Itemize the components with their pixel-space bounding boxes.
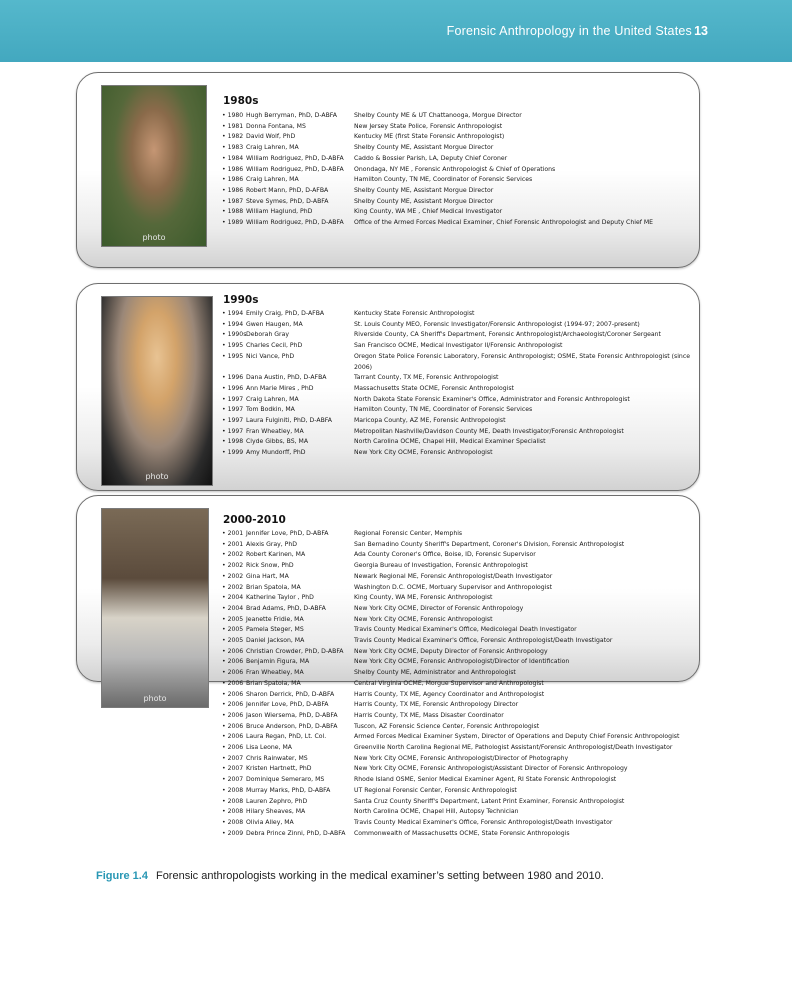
entry-year: • 2007 (222, 775, 246, 786)
entry-year: • 1981 (222, 122, 246, 133)
entry-name: William Rodriguez, PhD, D-ABFA (246, 154, 344, 162)
entry-name: William Haglund, PhD (246, 208, 313, 216)
entry-name: Jason Wiersema, PhD, D-ABFA (246, 711, 338, 719)
entry-year: • 2009 (222, 829, 246, 840)
list-item (222, 764, 691, 775)
entry-name: Rick Snow, PhD (246, 562, 294, 570)
list-item (222, 416, 691, 427)
entry-year: • 2008 (222, 807, 246, 818)
list-item (222, 829, 691, 840)
list-item (222, 309, 691, 320)
entry-year: • 1986 (222, 175, 246, 186)
list-item (222, 405, 691, 416)
entry-position: Riverside County, CA Sheriff's Department, Forensic Anthropologist/Archaeologist/Coroner Sergeant (354, 331, 661, 339)
entry-year: • 2006 (222, 743, 246, 754)
entry-position: Tuscon, AZ Forensic Science Center, Forensic Anthropologist (354, 722, 540, 730)
entry-year: • 1996 (222, 373, 246, 384)
figure-caption (96, 870, 604, 882)
entry-name: Jennifer Love, PhD, D-ABFA (246, 530, 329, 537)
entry-position: Kentucky State Forensic Anthropologist (354, 310, 475, 317)
entry-position: Travis County Medical Examiner's Office, Medicolegal Death Investigator (354, 626, 577, 634)
entry-name: Laura Regan, PhD, Lt. Col. (246, 733, 327, 741)
list-item (222, 647, 691, 658)
list-item (222, 373, 691, 384)
list-item (222, 550, 691, 561)
entry-name: Olivia Alley, MA (246, 818, 294, 826)
list-item (222, 625, 691, 636)
list-item (222, 122, 691, 133)
entry-name: Craig Lahren, MA (246, 176, 299, 184)
entry-position: Rhode Island OSME, Senior Medical Examiner Agent, RI State Forensic Anthropologist (354, 776, 617, 784)
list-item (222, 384, 691, 395)
entry-name: Gina Hart, MA (246, 572, 289, 580)
list-item (222, 636, 691, 647)
list-item (222, 583, 691, 594)
entry-year: • 1990s (222, 330, 246, 341)
page-header-band (0, 0, 792, 62)
entry-year: • 2006 (222, 722, 246, 733)
entry-year: • 2007 (222, 764, 246, 775)
entry-name: Craig Lahren, MA (246, 395, 299, 403)
entry-position: Kentucky ME (first State Forensic Anthropologist) (354, 133, 505, 141)
entry-name: Steve Symes, PhD, D-ABFA (246, 197, 329, 205)
entry-name: Sharon Derrick, PhD, D-ABFA (246, 690, 335, 698)
list-item (222, 807, 691, 818)
entry-position: Commonwealth of Massachusetts OCME, State Forensic Anthropologis (354, 829, 570, 837)
portrait-photo-2000s (101, 508, 209, 708)
entry-position: New York City OCME, Director of Forensic Anthropology (354, 604, 524, 612)
entry-name: Robert Karinen, MA (246, 551, 306, 559)
list-item (222, 529, 691, 540)
list-item (222, 330, 691, 341)
entry-year: • 2006 (222, 690, 246, 701)
entry-year: • 2004 (222, 593, 246, 604)
entry-year: • 1995 (222, 352, 246, 373)
entry-name: Charles Cecil, PhD (246, 342, 303, 350)
entry-name: Debra Prince Zinni, PhD, D-ABFA (246, 829, 346, 837)
photo-icon: photo (143, 694, 167, 703)
entry-position: St. Louis County MEO, Forensic Investigator/Forensic Anthropologist (1994-97; 2007-present) (354, 320, 640, 328)
list-item (222, 540, 691, 551)
entry-name: Craig Lahren, MA (246, 144, 299, 152)
list-item (222, 561, 691, 572)
entry-name: William Rodriguez, PhD, D-ABFA (246, 219, 344, 227)
entry-year: • 2001 (222, 540, 246, 551)
entry-position: Maricopa County, AZ ME, Forensic Anthropologist (354, 417, 506, 425)
entry-year: • 1989 (222, 218, 246, 229)
entry-position: Onondaga, NY ME , Forensic Anthropologist & Chief of Operations (354, 165, 556, 173)
list-item (222, 700, 691, 711)
entry-name: Lauren Zephro, PhD (246, 797, 308, 805)
entry-year: • 1997 (222, 405, 246, 416)
entry-position: Massachusetts State OCME, Forensic Anthropologist (354, 384, 514, 392)
entry-year: • 1995 (222, 341, 246, 352)
entry-position: North Carolina OCME, Chapel Hill, Medical Examiner Specialist (354, 438, 546, 446)
entry-position: New York City OCME, Forensic Anthropologist/Director of Identification (354, 658, 570, 666)
entry-year: • 2002 (222, 561, 246, 572)
entry-year: • 1998 (222, 437, 246, 448)
entry-name: Tom Bodkin, MA (246, 406, 295, 414)
entry-position: Office of the Armed Forces Medical Examiner, Chief Forensic Anthropologist and Deputy Chief ME (354, 219, 654, 227)
entry-position: Travis County Medical Examiner's Office, Forensic Anthropologist/Death Investigator (354, 818, 613, 826)
entry-name: Brad Adams, PhD, D-ABFA (246, 604, 326, 612)
entry-name: William Rodriguez, PhD, D-ABFA (246, 165, 344, 173)
entry-year: • 1994 (222, 309, 246, 320)
entry-name: Katherine Taylor , PhD (246, 594, 314, 602)
list-item (222, 437, 691, 448)
entry-position: Armed Forces Medical Examiner System, Director of Operations and Deputy Chief Forensic Anthropologist (354, 733, 680, 741)
entry-year: • 2002 (222, 572, 246, 583)
entry-position: Shelby County ME, Assistant Morgue Director (354, 186, 494, 194)
panel-1980s (76, 72, 700, 268)
entry-year: • 2006 (222, 679, 246, 690)
entry-year: • 1997 (222, 427, 246, 438)
list-item (222, 657, 691, 668)
entry-position: King County, WA ME , Chief Medical Investigator (354, 208, 503, 216)
entry-year: • 2006 (222, 732, 246, 743)
entry-name: David Wolf, PhD (246, 133, 296, 141)
list-item (222, 175, 691, 186)
list-item (222, 143, 691, 154)
list-item (222, 395, 691, 406)
entry-year: • 1987 (222, 197, 246, 208)
decade-title: 2000-2010 (223, 514, 286, 526)
entry-name: Christian Crowder, PhD, D-ABFA (246, 647, 344, 655)
entry-name: Gwen Haugen, MA (246, 320, 303, 328)
list-item (222, 818, 691, 829)
entry-name: Hugh Berryman, PhD, D-ABFA (246, 112, 337, 119)
entry-year: • 2001 (222, 529, 246, 540)
entry-name: Dana Austin, PhD, D-AFBA (246, 374, 327, 382)
list-item (222, 786, 691, 797)
entry-position: New York City OCME, Forensic Anthropologist (354, 449, 493, 457)
entry-position: Harris County, TX ME, Agency Coordinator and Anthropologist (354, 690, 545, 698)
entry-year: • 2004 (222, 604, 246, 615)
list-item (222, 743, 691, 754)
entry-name: Bruce Anderson, PhD, D-ABFA (246, 722, 338, 730)
entry-year: • 1980 (222, 111, 246, 122)
panel-2000s (76, 495, 700, 837)
entry-position: Shelby County ME, Assistant Morgue Director (354, 144, 494, 152)
entry-position: New York City OCME, Forensic Anthropologist/Assistant Director of Forensic Anthropology (354, 765, 628, 773)
entry-position: New York City OCME, Forensic Anthropologist/Director of Photography (354, 754, 569, 762)
entry-name: Jeanette Fridie, MA (246, 615, 304, 623)
entry-year: • 2005 (222, 615, 246, 626)
photo-icon: photo (142, 233, 166, 242)
entry-name: Ann Marie Mires , PhD (246, 384, 314, 392)
entry-name: Benjamin Figura, MA (246, 658, 310, 666)
list-item (222, 797, 691, 808)
entry-name: Nici Vance, PhD (246, 352, 295, 360)
page-number: 13 (694, 24, 708, 38)
list-item (222, 679, 691, 690)
entry-year: • 2008 (222, 797, 246, 808)
entry-year: • 1996 (222, 384, 246, 395)
entry-list (222, 309, 691, 459)
entry-year: • 1988 (222, 207, 246, 218)
list-item (222, 427, 691, 438)
entry-name: Dominique Semeraro, MS (246, 776, 325, 784)
list-item (222, 132, 691, 143)
entry-name: Lisa Leone, MA (246, 744, 292, 752)
list-item (222, 352, 691, 373)
entry-position: Tarrant County, TX ME, Forensic Anthropologist (354, 374, 499, 382)
entry-year: • 2008 (222, 786, 246, 797)
entry-year: • 1983 (222, 143, 246, 154)
entry-position: Regional Forensic Center, Memphis (354, 530, 463, 537)
list-item (222, 320, 691, 331)
entry-position: Washington D.C. OCME, Mortuary Supervisor and Anthropologist (354, 583, 552, 591)
entry-position: Hamilton County, TN ME, Coordinator of Forensic Services (354, 406, 533, 414)
entry-name: Fran Wheatley, MA (246, 427, 304, 435)
entry-year: • 2006 (222, 647, 246, 658)
portrait-photo-1980s (101, 85, 207, 247)
entry-name: Donna Fontana, MS (246, 122, 306, 130)
entry-name: Amy Mundorff, PhD (246, 449, 306, 457)
list-item (222, 207, 691, 218)
entry-position: North Carolina OCME, Chapel Hill, Autopsy Technician (354, 808, 519, 816)
entry-name: Alexis Gray, PhD (246, 540, 297, 548)
list-item (222, 722, 691, 733)
entry-position: UT Regional Forensic Center, Forensic Anthropologist (354, 786, 517, 794)
entry-position: Travis County Medical Examiner's Office, Forensic Anthropologist/Death Investigator (354, 637, 613, 645)
figure-label: Figure 1.4 (96, 870, 148, 882)
entry-year: • 2002 (222, 550, 246, 561)
entry-year: • 2007 (222, 754, 246, 765)
decade-title: 1980s (223, 95, 259, 107)
list-item (222, 341, 691, 352)
list-item (222, 218, 691, 229)
entry-position: New York City OCME, Forensic Anthropologist (354, 615, 493, 623)
list-item (222, 775, 691, 786)
caption-text: Forensic anthropologists working in the medical examiner’s setting between 1980 and 2010. (155, 870, 604, 882)
photo-icon: photo (145, 472, 169, 481)
entry-name: Brian Spatola, MA (246, 583, 301, 591)
entry-year: • 1984 (222, 154, 246, 165)
running-head: Forensic Anthropology in the United States (446, 24, 692, 38)
entry-name: Hilary Sheaves, MA (246, 808, 306, 816)
entry-list (222, 111, 691, 229)
entry-year: • 2006 (222, 657, 246, 668)
entry-position: Harris County, TX ME, Mass Disaster Coordinator (354, 711, 504, 719)
entry-name: Kristen Hartnett, PhD (246, 765, 312, 773)
entry-position: Shelby County ME, Assistant Morgue Director (354, 197, 494, 205)
list-item (222, 593, 691, 604)
entry-position: Georgia Bureau of Investigation, Forensic Anthropologist (354, 562, 528, 570)
entry-name: Pamela Steger, MS (246, 626, 304, 634)
decade-title: 1990s (223, 294, 259, 306)
entry-position: Harris County, TX ME, Forensic Anthropology Director (354, 701, 519, 709)
list-item (222, 690, 691, 701)
entry-position: Shelby County ME, Administrator and Anthropologist (354, 669, 516, 677)
entry-name: Clyde Gibbs, BS, MA (246, 438, 309, 446)
list-item (222, 154, 691, 165)
list-item (222, 572, 691, 583)
entry-position: Caddo & Bossier Parish, LA, Deputy Chief Coroner (354, 154, 508, 162)
entry-position: Santa Cruz County Sheriff's Department, Latent Print Examiner, Forensic Anthropologist (354, 797, 625, 805)
entry-year: • 2002 (222, 583, 246, 594)
entry-year: • 1982 (222, 132, 246, 143)
entry-position: Hamilton County, TN ME, Coordinator of Forensic Services (354, 176, 533, 184)
entry-position: New Jersey State Police, Forensic Anthropologist (354, 122, 503, 130)
list-item (222, 186, 691, 197)
entry-year: • 2008 (222, 818, 246, 829)
entry-name: Jennifer Love, PhD, D-ABFA (246, 701, 329, 709)
entry-year: • 2006 (222, 700, 246, 711)
list-item (222, 197, 691, 208)
entry-name: Deborah Gray (246, 331, 289, 339)
portrait-photo-1990s (101, 296, 213, 486)
entry-position: Newark Regional ME, Forensic Anthropologist/Death Investigator (354, 572, 553, 580)
entry-name: Laura Fulginiti, PhD, D-ABFA (246, 417, 332, 425)
entry-position: Metropolitan Nashville/Davidson County ME, Death Investigator/Forensic Anthropologist (354, 427, 624, 435)
entry-position: New York City OCME, Deputy Director of Forensic Anthropology (354, 647, 548, 655)
entry-position: North Dakota State Forensic Examiner's Office, Administrator and Forensic Anthropologist (354, 395, 630, 403)
entry-name: Murray Marks, PhD, D-ABFA (246, 786, 331, 794)
entry-position: Greenville North Carolina Regional ME, Pathologist Assistant/Forensic Anthropologist/Death Investigator (354, 744, 673, 752)
entry-position: Central Virginia OCME, Morgue Supervisor and Anthropologist (354, 679, 544, 687)
list-item (222, 111, 691, 122)
entry-position: Oregon State Police Forensic Laboratory, Forensic Anthropologist; OSME, State Forensic Anthropologist (since 2006) (354, 352, 690, 371)
list-item (222, 615, 691, 626)
list-item (222, 732, 691, 743)
entry-position: Shelby County ME & UT Chattanooga, Morgue Director (354, 112, 522, 119)
list-item (222, 754, 691, 765)
entry-year: • 1999 (222, 448, 246, 459)
entry-year: • 2006 (222, 711, 246, 722)
list-item (222, 448, 691, 459)
panel-1990s (76, 283, 700, 491)
list-item (222, 711, 691, 722)
entry-year: • 1994 (222, 320, 246, 331)
entry-year: • 1986 (222, 165, 246, 176)
entry-name: Chris Rainwater, MS (246, 754, 308, 762)
entry-list (222, 529, 691, 839)
entry-year: • 1986 (222, 186, 246, 197)
entry-name: Fran Wheatley, MA (246, 669, 304, 677)
list-item (222, 165, 691, 176)
entry-position: King County, WA ME, Forensic Anthropologist (354, 594, 493, 602)
entry-year: • 2006 (222, 668, 246, 679)
entry-year: • 2005 (222, 625, 246, 636)
entry-name: Daniel Jackson, MA (246, 637, 305, 645)
entry-name: Emily Craig, PhD, D-AFBA (246, 310, 325, 317)
entry-name: Brian Spatola, MA (246, 679, 301, 687)
entry-year: • 2005 (222, 636, 246, 647)
entry-position: San Bernadino County Sheriff's Department, Coroner's Division, Forensic Anthropologist (354, 540, 625, 548)
list-item (222, 604, 691, 615)
entry-year: • 1997 (222, 416, 246, 427)
entry-position: Ada County Coroner's Office, Boise, ID, Forensic Supervisor (354, 551, 536, 559)
list-item (222, 668, 691, 679)
entry-position: San Francisco OCME, Medical Investigator II/Forensic Anthropologist (354, 342, 563, 350)
entry-name: Robert Mann, PhD, D-AFBA (246, 186, 329, 194)
entry-year: • 1997 (222, 395, 246, 406)
